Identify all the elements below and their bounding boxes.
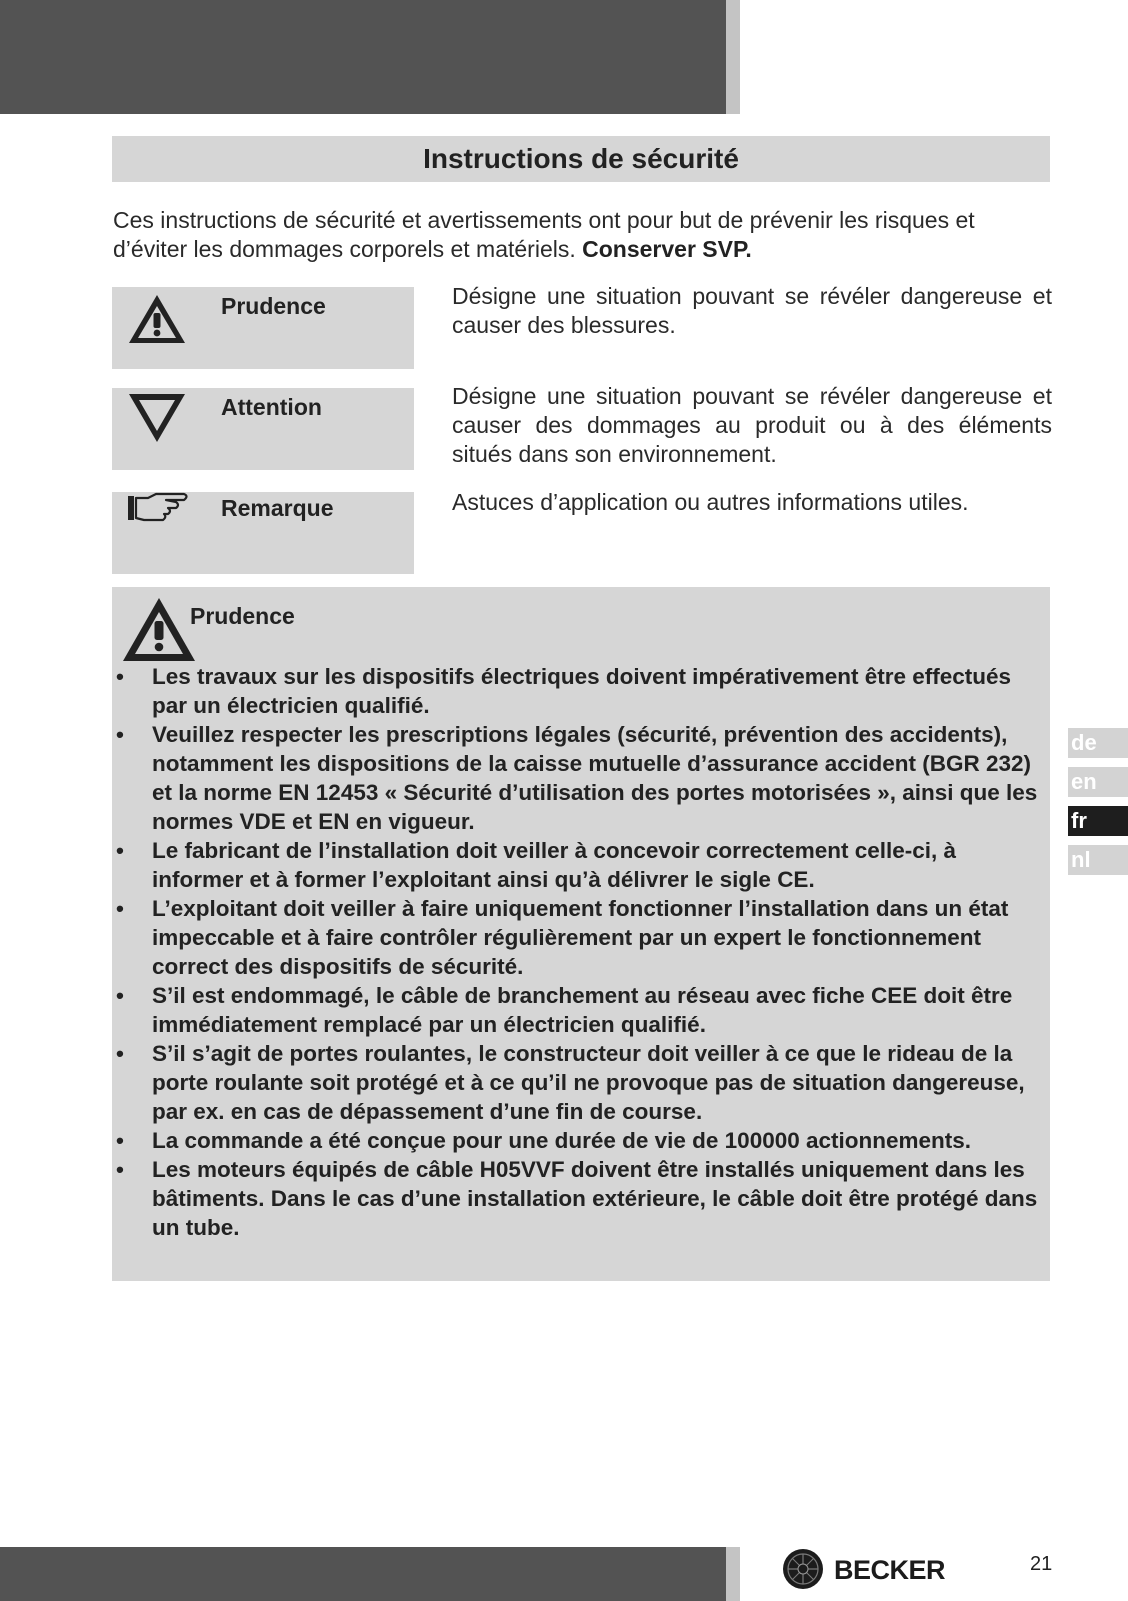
pointing-hand-icon [126, 490, 192, 535]
caution-triangle-icon [126, 291, 188, 352]
language-tabs [1068, 728, 1128, 884]
tab-language-fr[interactable]: fr [1068, 806, 1128, 836]
list-item: • Les travaux sur les dispositifs électriques doivent impérativement être effectués par un électricien qualifié. [116, 664, 1012, 718]
legend-box-prudence [112, 287, 414, 369]
page-title: Instructions de sécurité [423, 143, 739, 174]
warning-panel [112, 587, 1050, 1281]
intro-paragraph [113, 206, 1053, 264]
intro-emphasis: Conserver SVP. [582, 236, 752, 262]
legend-description: Désigne une situation pouvant se révéler dangereuse et causer des dommages au produit ou à des éléments situés dans son environnement. [452, 383, 1052, 467]
warning-title: Prudence [190, 603, 295, 629]
legend-description: Astuces d’application ou autres informations utiles. [452, 489, 969, 515]
intro-text: Ces instructions de sécurité et avertissements ont pour but de prévenir les risques et d’éviter les dommages corporels et matériels. [113, 207, 975, 262]
warning-list [112, 662, 1050, 1242]
header-bar-edge [726, 0, 740, 114]
legend-box-attention [112, 388, 414, 470]
attention-inverted-triangle-icon [126, 390, 188, 451]
legend-label: Prudence [221, 293, 326, 319]
becker-logo-icon [777, 1547, 829, 1596]
tab-language-de[interactable]: de [1068, 728, 1128, 758]
list-item: • Veuillez respecter les prescriptions légales (sécurité, prévention des accidents), notamment les dispositions de la caisse mutuelle d’assurance accident (BGR 232) et la norme EN 12453 « Sécurité d’utilisation des portes motorisées », ainsi que les normes VDE et EN en vigueur. [116, 722, 1038, 834]
list-item: • La commande a été conçue pour une durée de vie de 100000 actionnements. [116, 1128, 972, 1153]
tab-language-en[interactable]: en [1068, 767, 1128, 797]
list-item: • Le fabricant de l’installation doit veiller à concevoir correctement celle-ci, à informer et à former l’exploitant ainsi qu’à délivrer le sigle CE. [116, 838, 957, 892]
legend-box-remarque [112, 492, 414, 574]
footer-bar-edge [726, 1547, 740, 1601]
legend-description: Désigne une situation pouvant se révéler dangereuse et causer des blessures. [452, 283, 1052, 338]
page-number: 21 [1030, 1553, 1053, 1575]
page-title-bar [112, 136, 1050, 182]
footer-dark-bar [0, 1547, 740, 1601]
list-item: • S’il est endommagé, le câble de branchement au réseau avec fiche CEE doit être immédiatement remplacé par un électricien qualifié. [116, 983, 1013, 1037]
list-item: • S’il s’agit de portes roulantes, le constructeur doit veiller à ce que le rideau de la porte roulante soit protégé et à ce qu’il ne provoque pas de situation dangereuse, par ex. en cas de dépassement d’une fin de course. [116, 1041, 1025, 1124]
list-item: • Les moteurs équipés de câble H05VVF doivent être installés uniquement dans les bâtiments. Dans le cas d’une installation extérieure, le câble doit être protégé dans un tube. [116, 1157, 1038, 1240]
list-item: • L’exploitant doit veiller à faire uniquement fonctionner l’installation dans un état impeccable et à faire contrôler régulièrement par un expert le fonctionnement correct des dispositifs de sécurité. [116, 896, 1009, 979]
caution-triangle-icon [120, 595, 198, 670]
legend-label: Remarque [221, 495, 334, 521]
tab-language-nl[interactable]: nl [1068, 845, 1128, 875]
header-dark-bar [0, 0, 740, 114]
brand-name: BECKER [834, 1555, 946, 1585]
legend-label: Attention [221, 394, 322, 420]
